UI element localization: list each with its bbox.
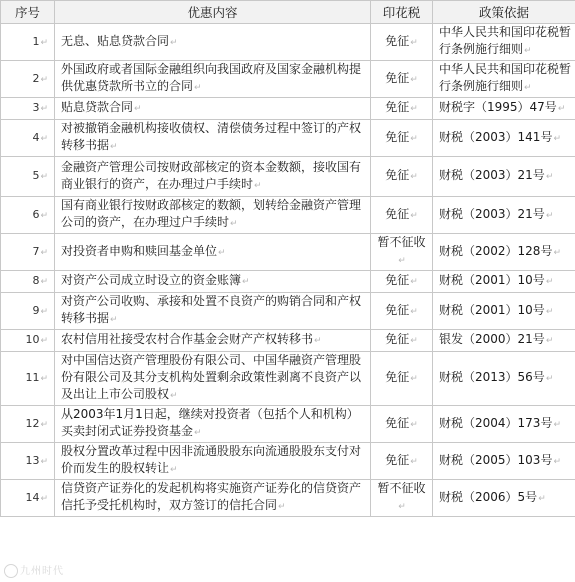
row-stamp-tax (371, 197, 433, 234)
row-stamp-tax-text: 免征 (385, 129, 410, 144)
row-content (55, 271, 371, 293)
row-stamp-tax-text: 免征 (385, 370, 410, 384)
row-policy-basis (433, 24, 575, 61)
row-number-text: 6 (32, 207, 40, 221)
row-stamp-tax (371, 120, 433, 157)
row-content (55, 98, 371, 120)
row-policy-basis-text: 中华人民共和国印花税暂行条例施行细则 (439, 25, 572, 56)
row-number (1, 24, 55, 61)
row-stamp-tax (371, 480, 433, 517)
paragraph-mark: ↵ (170, 465, 178, 475)
table-row (1, 197, 575, 234)
row-stamp-tax (371, 443, 433, 480)
table-row (1, 234, 575, 271)
paragraph-mark: ↵ (410, 104, 418, 114)
table-row (1, 480, 575, 517)
row-number (1, 271, 55, 293)
row-content-text: 外国政府或者国际金融组织向我国政府及国家金融机构提供优惠贷款所书立的合同 (61, 62, 362, 93)
row-policy-basis-text: 财税（2004）173号 (439, 415, 553, 430)
paragraph-mark: ↵ (410, 133, 418, 144)
watermark-text: 九州时代 (20, 566, 64, 577)
row-stamp-tax-text: 暂不征收 (377, 235, 426, 249)
paragraph-mark: ↵ (170, 391, 178, 401)
row-number (1, 98, 55, 120)
table-row (1, 271, 575, 293)
row-number (1, 157, 55, 197)
row-content-text: 国有商业银行按财政部核定的数额，划转给金融资产管理公司的资产，在办理过户手续时 (61, 198, 362, 229)
row-content-text: 信贷资产证券化的发起机构将实施资产证券化的信贷资产信托予受托机构时，双方签订的信托合同 (61, 481, 362, 512)
header-stamp-tax: 印花税 (371, 1, 433, 24)
paragraph-mark: ↵ (538, 493, 546, 504)
row-content-text: 对被撤销金融机构接收债权、清偿债务过程中签订的产权转移书据 (61, 121, 362, 152)
paragraph-mark: ↵ (40, 74, 48, 85)
paragraph-mark: ↵ (410, 374, 418, 384)
row-policy-basis (433, 120, 575, 157)
row-content-text: 对中国信达资产管理股份有限公司、中国华融资产管理股份有限公司及其分支机构处置剩余政策性剥离不良资产以及出让上市公司股权 (61, 353, 362, 401)
row-content-text: 贴息贷款合同 (61, 100, 134, 114)
row-policy-basis (433, 157, 575, 197)
row-policy-basis (433, 293, 575, 330)
row-stamp-tax (371, 61, 433, 98)
row-policy-basis-text: 银发（2000）21号 (439, 332, 545, 346)
row-number-text: 5 (32, 169, 40, 182)
row-content-text: 对资产公司收购、承接和处置不良资产的购销合同和产权转移书据 (61, 294, 362, 325)
paragraph-mark: ↵ (40, 133, 48, 144)
row-stamp-tax-text: 免征 (385, 168, 410, 182)
paragraph-mark: ↵ (40, 493, 48, 504)
paragraph-mark: ↵ (545, 277, 554, 287)
row-number-text: 14 (25, 490, 40, 504)
paragraph-mark: ↵ (194, 428, 202, 438)
row-stamp-tax (371, 293, 433, 330)
row-content-text: 对资产公司成立时设立的资金账簿 (61, 273, 242, 287)
paragraph-mark: ↵ (410, 306, 418, 317)
row-stamp-tax (371, 330, 433, 352)
paragraph-mark: ↵ (410, 37, 418, 48)
row-number (1, 330, 55, 352)
paragraph-mark: ↵ (40, 247, 48, 258)
row-content-text: 金融资产管理公司按财政部核定的资本金数额，接收国有商业银行的资产，在办理过户手续时 (61, 159, 362, 191)
paragraph-mark: ↵ (40, 277, 48, 287)
watermark (4, 562, 64, 578)
row-policy-basis-text: 财税（2003）21号 (439, 206, 545, 221)
row-policy-basis (433, 480, 575, 517)
row-content (55, 24, 371, 61)
row-stamp-tax-text: 免征 (385, 100, 410, 114)
row-number (1, 443, 55, 480)
table-row (1, 406, 575, 443)
row-content (55, 443, 371, 480)
row-number-text: 1 (32, 34, 40, 48)
paragraph-mark: ↵ (398, 256, 406, 266)
paragraph-mark: ↵ (410, 336, 418, 346)
table-row (1, 24, 575, 61)
row-number-text: 2 (32, 71, 40, 85)
row-policy-basis (433, 234, 575, 271)
watermark-logo-icon (4, 564, 18, 578)
paragraph-mark: ↵ (40, 456, 48, 467)
row-number-text: 4 (32, 130, 40, 144)
row-content (55, 293, 371, 330)
paragraph-mark: ↵ (524, 83, 532, 93)
row-stamp-tax (371, 24, 433, 61)
row-policy-basis-text: 财税（2013）56号 (439, 370, 545, 384)
paragraph-mark: ↵ (278, 502, 286, 512)
row-number (1, 197, 55, 234)
paragraph-mark: ↵ (110, 142, 118, 152)
paragraph-mark: ↵ (410, 74, 418, 85)
paragraph-mark: ↵ (410, 456, 418, 467)
row-policy-basis-text: 财税（2005）103号 (439, 452, 553, 467)
row-number-text: 7 (32, 244, 40, 258)
row-policy-basis-text: 财税（2003）21号 (439, 168, 545, 182)
row-policy-basis (433, 197, 575, 234)
row-policy-basis (433, 271, 575, 293)
row-stamp-tax-text: 免征 (385, 332, 410, 346)
row-number (1, 234, 55, 271)
paragraph-mark: ↵ (398, 502, 406, 512)
paragraph-mark: ↵ (557, 104, 566, 114)
row-number-text: 11 (25, 371, 40, 384)
row-policy-basis (433, 61, 575, 98)
row-number-text: 3 (32, 101, 40, 114)
paragraph-mark: ↵ (110, 315, 118, 325)
row-number (1, 61, 55, 98)
paragraph-mark: ↵ (218, 247, 226, 258)
row-number-text: 10 (25, 333, 40, 346)
row-stamp-tax-text: 免征 (385, 273, 410, 287)
paragraph-mark: ↵ (230, 219, 238, 229)
table-row (1, 61, 575, 98)
row-content-text: 股权分置改革过程中因非流通股股东向流通股股东支付对价而发生的股权转让 (61, 444, 362, 475)
row-content (55, 61, 371, 98)
paragraph-mark: ↵ (40, 336, 48, 346)
paragraph-mark: ↵ (410, 277, 418, 287)
row-content (55, 406, 371, 443)
row-policy-basis (433, 406, 575, 443)
paragraph-mark: ↵ (254, 180, 262, 191)
row-number-text: 8 (32, 274, 40, 287)
paragraph-mark: ↵ (170, 37, 178, 48)
paragraph-mark: ↵ (553, 456, 561, 467)
row-policy-basis (433, 330, 575, 352)
paragraph-mark: ↵ (40, 37, 48, 48)
paragraph-mark: ↵ (553, 419, 561, 430)
row-stamp-tax (371, 98, 433, 120)
row-stamp-tax-text: 免征 (385, 33, 410, 48)
row-stamp-tax (371, 234, 433, 271)
row-number-text: 13 (25, 453, 40, 467)
table-row (1, 98, 575, 120)
row-stamp-tax-text: 免征 (385, 302, 410, 317)
row-content (55, 234, 371, 271)
paragraph-mark: ↵ (545, 172, 554, 182)
row-content (55, 330, 371, 352)
table-row (1, 352, 575, 406)
table-header-row (1, 1, 575, 24)
paragraph-mark: ↵ (242, 277, 250, 287)
table-row (1, 293, 575, 330)
table-row (1, 443, 575, 480)
table-row (1, 120, 575, 157)
table-body (1, 24, 575, 517)
row-content-text: 无息、贴息贷款合同 (61, 33, 170, 48)
row-stamp-tax (371, 271, 433, 293)
row-stamp-tax (371, 352, 433, 406)
table-row (1, 330, 575, 352)
row-policy-basis-text: 财税（2002）128号 (439, 243, 553, 258)
header-content: 优惠内容 (55, 1, 371, 24)
row-policy-basis (433, 443, 575, 480)
paragraph-mark: ↵ (545, 336, 554, 346)
paragraph-mark: ↵ (40, 104, 48, 114)
row-policy-basis (433, 98, 575, 120)
paragraph-mark: ↵ (40, 210, 48, 221)
row-content (55, 197, 371, 234)
row-number (1, 293, 55, 330)
row-policy-basis-text: 财税字（1995）47号 (439, 100, 557, 114)
row-stamp-tax-text: 暂不征收 (377, 481, 426, 495)
paragraph-mark: ↵ (40, 419, 48, 430)
row-stamp-tax-text: 免征 (385, 452, 410, 467)
row-number-text: 12 (25, 416, 40, 430)
row-content-text: 对投资者申购和赎回基金单位 (61, 243, 218, 258)
row-number (1, 406, 55, 443)
row-number (1, 120, 55, 157)
row-policy-basis-text: 财税（2006）5号 (439, 489, 538, 504)
row-policy-basis-text: 中华人民共和国印花税暂行条例施行细则 (439, 62, 572, 93)
row-number (1, 352, 55, 406)
paragraph-mark: ↵ (545, 306, 554, 317)
row-content (55, 480, 371, 517)
row-stamp-tax-text: 免征 (385, 70, 410, 85)
paragraph-mark: ↵ (134, 104, 142, 114)
row-stamp-tax (371, 157, 433, 197)
row-policy-basis (433, 352, 575, 406)
row-policy-basis-text: 财税（2001）10号 (439, 302, 545, 317)
paragraph-mark: ↵ (410, 172, 418, 182)
header-policy-basis: 政策依据 (433, 1, 575, 24)
row-stamp-tax (371, 406, 433, 443)
row-number-text: 9 (32, 303, 40, 317)
row-content-text: 农村信用社接受农村合作基金会财产产权转移书 (61, 332, 314, 346)
row-stamp-tax-text: 免征 (385, 206, 410, 221)
paragraph-mark: ↵ (524, 46, 532, 56)
row-stamp-tax-text: 免征 (385, 415, 410, 430)
paragraph-mark: ↵ (553, 133, 561, 144)
paragraph-mark: ↵ (545, 374, 554, 384)
table-row (1, 157, 575, 197)
row-policy-basis-text: 财税（2001）10号 (439, 273, 545, 287)
paragraph-mark: ↵ (545, 210, 554, 221)
header-no: 序号 (1, 1, 55, 24)
paragraph-mark: ↵ (314, 336, 322, 346)
row-content (55, 352, 371, 406)
row-content (55, 120, 371, 157)
paragraph-mark: ↵ (410, 419, 418, 430)
paragraph-mark: ↵ (553, 247, 561, 258)
row-content (55, 157, 371, 197)
row-number (1, 480, 55, 517)
row-policy-basis-text: 财税（2003）141号 (439, 129, 553, 144)
row-content-text: 从2003年1月1日起，继续对投资者（包括个人和机构）买卖封闭式证券投资基金 (61, 407, 359, 438)
paragraph-mark: ↵ (40, 374, 48, 384)
paragraph-mark: ↵ (40, 306, 48, 317)
paragraph-mark: ↵ (410, 210, 418, 221)
paragraph-mark: ↵ (194, 83, 202, 93)
paragraph-mark: ↵ (40, 172, 48, 182)
